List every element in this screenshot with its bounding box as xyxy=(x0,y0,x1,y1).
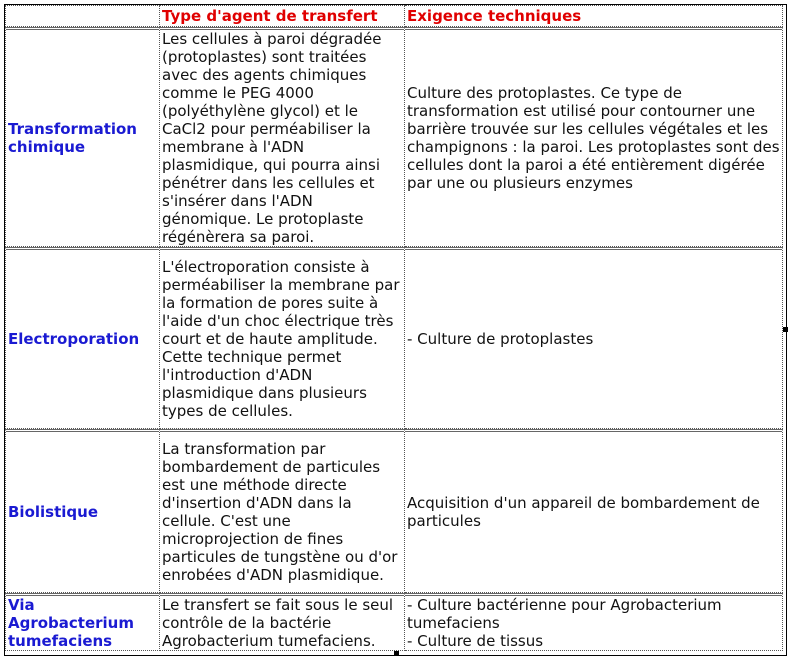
header-agent-type: Type d'agent de transfert xyxy=(160,5,405,27)
technical-requirement: - Culture de protoplastes xyxy=(405,247,783,429)
requirement-line: - Culture de tissus xyxy=(407,632,544,650)
technical-requirement: Culture des protoplastes. Ce type de transformation est utilisé pour contourner une barrière trouvée sur les cellules végétales et les champignons : la paroi. Les protoplastes sont des cellules dont la paroi a été entièrement digérée par une ou plusieurs enzymes xyxy=(405,27,783,247)
technical-requirement xyxy=(405,593,783,651)
agent-description: La transformation par bombardement de particules est une méthode directe d'insertion d'ADN dans la cellule. C'est une microprojection de fines particules de tungstène ou d'or enrobées d'ADN plasmidique. xyxy=(160,429,405,593)
transfer-methods-table xyxy=(5,5,783,651)
table-row xyxy=(5,247,783,429)
header-technical-requirements: Exigence techniques xyxy=(405,5,783,27)
requirement-line: - Culture bactérienne pour Agrobacterium tumefaciens xyxy=(407,596,722,632)
header-empty-cell xyxy=(5,5,160,27)
resize-handle-right[interactable] xyxy=(783,327,788,332)
resize-handle-bottom[interactable] xyxy=(394,651,399,656)
technical-requirement: Acquisition d'un appareil de bombardement de particules xyxy=(405,429,783,593)
agent-description: Le transfert se fait sous le seul contrôle de la bactérie Agrobacterium tumefaciens. xyxy=(160,593,405,651)
method-label: Biolistique xyxy=(5,429,160,593)
method-label: Electroporation xyxy=(5,247,160,429)
method-label: Via Agrobacterium tumefaciens xyxy=(5,593,160,651)
header-row xyxy=(5,5,783,27)
agent-description: Les cellules à paroi dégradée (protoplastes) sont traitées avec des agents chimiques comme le PEG 4000 (polyéthylène glycol) et le CaCl2 pour perméabiliser la membrane à l'ADN plasmidique, qui pourra ainsi pénétrer dans les cellules et s'insérer dans l'ADN génomique. Le protoplaste régénèrera sa paroi. xyxy=(160,27,405,247)
table-row xyxy=(5,27,783,247)
table-row xyxy=(5,593,783,651)
table-row xyxy=(5,429,783,593)
method-label: Transformation chimique xyxy=(5,27,160,247)
agent-description: L'électroporation consiste à perméabiliser la membrane par la formation de pores suite à l'aide d'un choc électrique très court et de haute amplitude. Cette technique permet l'introduction d'ADN plasmidique dans plusieurs types de cellules. xyxy=(160,247,405,429)
